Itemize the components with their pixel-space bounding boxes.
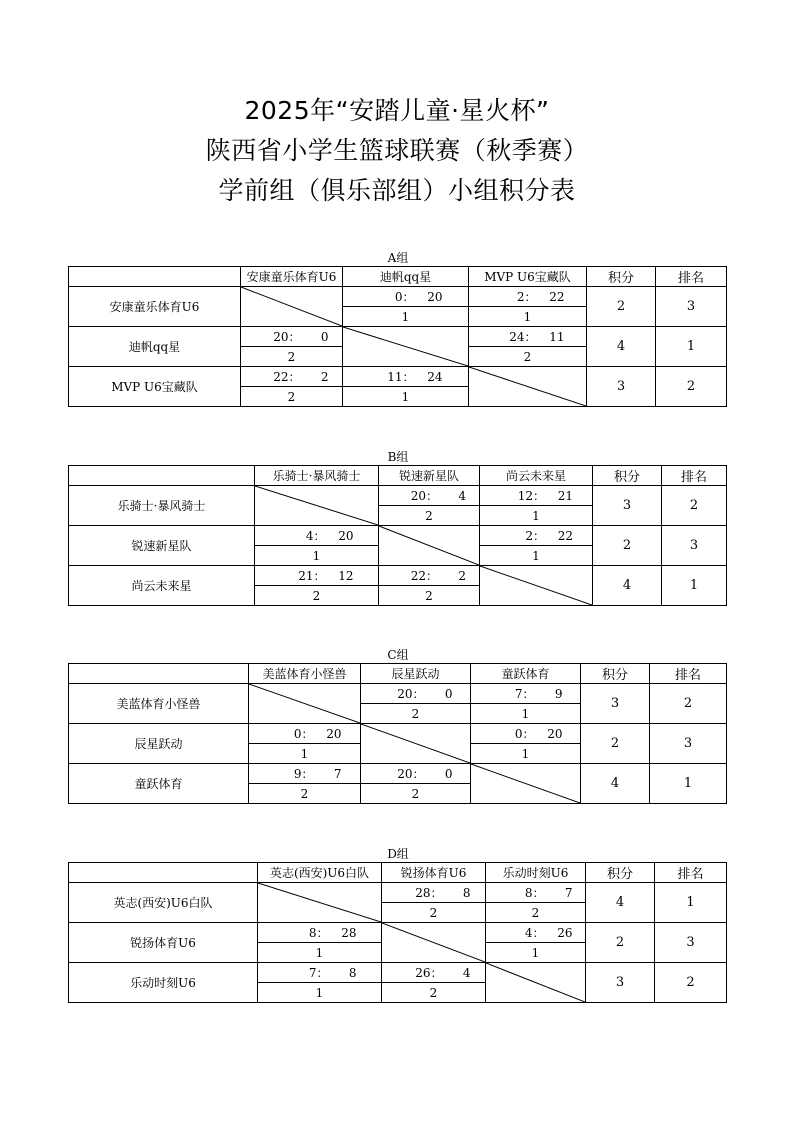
- match-points-cell: 1: [249, 744, 361, 764]
- score-separator: ：: [412, 767, 425, 781]
- title-line-1: 2025年“安踏儿童·星火杯”: [244, 96, 550, 125]
- score-separator: ：: [533, 489, 546, 503]
- rank-cell: 3: [656, 287, 727, 327]
- score-separator: ：: [532, 926, 545, 940]
- score-separator: ：: [412, 687, 425, 701]
- match-points-cell: 1: [343, 307, 469, 327]
- match-points-cell: 1: [480, 506, 593, 526]
- team-row: [69, 684, 727, 704]
- header-blank-cell: [69, 267, 241, 287]
- row-team-name: 美蓝体育小怪兽: [69, 684, 249, 724]
- score-separator: ：: [522, 727, 535, 741]
- score-separator: ：: [430, 966, 443, 980]
- rank-header: 排名: [662, 466, 727, 486]
- self-match-diagonal-cell: [241, 287, 343, 327]
- match-score-cell: [486, 883, 586, 903]
- match-score-cell: [249, 764, 361, 784]
- rank-cell: 2: [650, 684, 727, 724]
- column-team-header: 锐扬体育U6: [382, 863, 486, 883]
- diagonal-line: [469, 367, 586, 406]
- match-points-cell: 1: [480, 546, 593, 566]
- self-match-diagonal-cell: [486, 963, 586, 1003]
- match-score-cell: [343, 367, 469, 387]
- column-team-header: 乐动时刻U6: [486, 863, 586, 883]
- row-team-name: 辰星跃动: [69, 724, 249, 764]
- score-separator: ：: [522, 687, 535, 701]
- score-for: 9: [293, 767, 302, 781]
- match-score-cell: [471, 684, 581, 704]
- points-header: 积分: [593, 466, 662, 486]
- score-for: 20: [273, 330, 289, 344]
- total-points-cell: 4: [581, 764, 650, 804]
- column-team-header: 辰星跃动: [361, 664, 471, 684]
- diagonal-line: [486, 963, 585, 1002]
- column-team-header: 锐速新星队: [379, 466, 480, 486]
- score-separator: ：: [402, 370, 415, 384]
- score-for: 4: [305, 529, 314, 543]
- row-team-name: 英志(西安)U6白队: [69, 883, 258, 923]
- column-team-header: 英志(西安)U6白队: [258, 863, 382, 883]
- header-blank-cell: [69, 466, 255, 486]
- row-team-name: 童跃体育: [69, 764, 249, 804]
- score-for: 7: [308, 966, 317, 980]
- score-against: 20: [338, 529, 354, 543]
- score-against: 21: [557, 489, 573, 503]
- total-points-cell: 3: [581, 684, 650, 724]
- header-blank-cell: [69, 664, 249, 684]
- rank-cell: 2: [655, 963, 727, 1003]
- rank-header: 排名: [650, 664, 727, 684]
- rank-header: 排名: [656, 267, 727, 287]
- score-against: 4: [458, 489, 466, 503]
- header-row: [69, 466, 727, 486]
- group-label: C组: [387, 648, 409, 662]
- self-match-diagonal-cell: [382, 923, 486, 963]
- match-points-cell: 2: [361, 784, 471, 804]
- total-points-cell: 2: [587, 287, 656, 327]
- diagonal-line: [382, 923, 485, 962]
- match-score-cell: [480, 486, 593, 506]
- row-team-name: 锐速新星队: [69, 526, 255, 566]
- match-points-cell: 2: [382, 983, 486, 1003]
- match-points-cell: 2: [469, 347, 587, 367]
- group-section: [68, 449, 726, 606]
- team-row: [69, 764, 727, 784]
- total-points-cell: 3: [586, 963, 655, 1003]
- match-score-cell: [361, 684, 471, 704]
- match-score-cell: [471, 724, 581, 744]
- score-against: 28: [341, 926, 357, 940]
- score-against: 9: [554, 687, 563, 701]
- team-row: [69, 526, 727, 546]
- score-against: 20: [427, 290, 443, 304]
- row-team-name: 乐动时刻U6: [69, 963, 258, 1003]
- match-score-cell: [480, 526, 593, 546]
- score-for: 0: [514, 727, 523, 741]
- match-points-cell: 2: [486, 903, 586, 923]
- score-against: 22: [557, 529, 573, 543]
- team-row: [69, 963, 727, 983]
- rank-cell: 3: [655, 923, 727, 963]
- score-against: 26: [557, 926, 573, 940]
- score-separator: ：: [426, 569, 439, 583]
- score-separator: ：: [524, 290, 537, 304]
- rank-cell: 1: [656, 327, 727, 367]
- total-points-cell: 3: [593, 486, 662, 526]
- diagonal-line: [471, 764, 580, 803]
- match-score-cell: [361, 764, 471, 784]
- match-points-cell: 1: [471, 704, 581, 724]
- total-points-cell: 3: [587, 367, 656, 407]
- score-separator: ：: [316, 966, 329, 980]
- match-points-cell: 2: [241, 387, 343, 407]
- self-match-diagonal-cell: [480, 566, 593, 606]
- self-match-diagonal-cell: [379, 526, 480, 566]
- row-team-name: 安康童乐体育U6: [69, 287, 241, 327]
- title-line-2: 陕西省小学生篮球联赛（秋季赛）: [205, 136, 589, 165]
- diagonal-line: [241, 287, 342, 326]
- score-separator: ：: [313, 529, 326, 543]
- match-score-cell: [382, 963, 486, 983]
- total-points-cell: 2: [586, 923, 655, 963]
- column-team-header: 乐骑士·暴风骑士: [255, 466, 379, 486]
- score-separator: ：: [532, 886, 545, 900]
- points-header: 积分: [581, 664, 650, 684]
- diagonal-line: [258, 883, 381, 922]
- score-separator: ：: [313, 569, 326, 583]
- match-points-cell: 1: [255, 546, 379, 566]
- rank-cell: 2: [662, 486, 727, 526]
- diagonal-line: [361, 724, 470, 763]
- match-points-cell: 1: [343, 387, 469, 407]
- score-separator: ：: [316, 926, 329, 940]
- self-match-diagonal-cell: [258, 883, 382, 923]
- score-against: 2: [320, 370, 329, 384]
- match-score-cell: [382, 883, 486, 903]
- score-against: 7: [333, 767, 342, 781]
- column-team-header: 美蓝体育小怪兽: [249, 664, 361, 684]
- total-points-cell: 2: [581, 724, 650, 764]
- match-score-cell: [241, 327, 343, 347]
- score-against: 2: [458, 569, 466, 583]
- row-team-name: 乐骑士·暴风骑士: [69, 486, 255, 526]
- group-label: D组: [387, 847, 409, 861]
- diagonal-line: [379, 526, 479, 565]
- match-score-cell: [486, 923, 586, 943]
- score-for: 20: [397, 687, 413, 701]
- score-against: 11: [549, 330, 565, 344]
- match-points-cell: 1: [471, 744, 581, 764]
- score-against: 20: [547, 727, 563, 741]
- self-match-diagonal-cell: [471, 764, 581, 804]
- match-points-cell: 2: [241, 347, 343, 367]
- total-points-cell: 4: [586, 883, 655, 923]
- group-label: B组: [387, 450, 409, 464]
- score-for: 24: [509, 330, 525, 344]
- team-row: [69, 327, 727, 347]
- diagonal-line: [249, 684, 360, 723]
- match-score-cell: [379, 486, 480, 506]
- score-for: 20: [397, 767, 413, 781]
- points-header: 积分: [587, 267, 656, 287]
- score-for: 11: [387, 370, 403, 384]
- team-row: [69, 724, 727, 744]
- group-section: [68, 250, 726, 407]
- score-for: 22: [273, 370, 289, 384]
- match-score-cell: [249, 724, 361, 744]
- team-row: [69, 566, 727, 586]
- match-score-cell: [258, 963, 382, 983]
- score-for: 8: [524, 886, 533, 900]
- team-row: [69, 287, 727, 307]
- score-for: 20: [410, 489, 426, 503]
- score-for: 22: [410, 569, 426, 583]
- match-points-cell: 1: [258, 943, 382, 963]
- score-for: 26: [415, 966, 431, 980]
- group-label: A组: [387, 251, 409, 265]
- team-row: [69, 923, 727, 943]
- group-score-table: [68, 465, 727, 606]
- score-separator: ：: [301, 767, 314, 781]
- match-points-cell: 2: [379, 586, 480, 606]
- diagonal-line: [343, 327, 468, 366]
- diagonal-line: [255, 486, 378, 525]
- match-score-cell: [343, 287, 469, 307]
- match-points-cell: 2: [382, 903, 486, 923]
- group-section: [68, 846, 726, 1003]
- team-row: [69, 486, 727, 506]
- header-row: [69, 267, 727, 287]
- self-match-diagonal-cell: [249, 684, 361, 724]
- match-score-cell: [379, 566, 480, 586]
- team-row: [69, 883, 727, 903]
- score-for: 21: [298, 569, 314, 583]
- total-points-cell: 4: [587, 327, 656, 367]
- score-separator: ：: [524, 330, 537, 344]
- group-section: [68, 647, 726, 804]
- score-against: 7: [564, 886, 573, 900]
- score-for: 0: [394, 290, 403, 304]
- header-blank-cell: [69, 863, 258, 883]
- rank-cell: 3: [662, 526, 727, 566]
- score-separator: ：: [402, 290, 415, 304]
- self-match-diagonal-cell: [343, 327, 469, 367]
- score-against: 20: [326, 727, 342, 741]
- match-score-cell: [469, 287, 587, 307]
- rank-cell: 3: [650, 724, 727, 764]
- match-points-cell: 1: [469, 307, 587, 327]
- match-points-cell: 2: [255, 586, 379, 606]
- team-row: [69, 367, 727, 387]
- header-row: [69, 863, 727, 883]
- score-against: 8: [348, 966, 357, 980]
- score-for: 12: [517, 489, 533, 503]
- score-separator: ：: [430, 886, 443, 900]
- self-match-diagonal-cell: [361, 724, 471, 764]
- self-match-diagonal-cell: [469, 367, 587, 407]
- score-against: 22: [549, 290, 565, 304]
- total-points-cell: 4: [593, 566, 662, 606]
- diagonal-line: [480, 566, 592, 605]
- score-against: 24: [427, 370, 443, 384]
- score-against: 0: [320, 330, 329, 344]
- score-separator: ：: [301, 727, 314, 741]
- column-team-header: 迪帆qq星: [343, 267, 469, 287]
- score-for: 2: [516, 290, 525, 304]
- match-score-cell: [241, 367, 343, 387]
- score-for: 28: [415, 886, 431, 900]
- row-team-name: 迪帆qq星: [69, 327, 241, 367]
- title-line-3: 学前组（俱乐部组）小组积分表: [218, 176, 576, 205]
- rank-cell: 2: [656, 367, 727, 407]
- header-row: [69, 664, 727, 684]
- score-against: 0: [444, 687, 453, 701]
- match-points-cell: 2: [379, 506, 480, 526]
- score-for: 7: [514, 687, 523, 701]
- score-against: 12: [338, 569, 354, 583]
- score-against: 4: [462, 966, 471, 980]
- column-team-header: 安康童乐体育U6: [241, 267, 343, 287]
- score-for: 0: [293, 727, 302, 741]
- match-score-cell: [255, 566, 379, 586]
- rank-cell: 1: [662, 566, 727, 606]
- rank-header: 排名: [655, 863, 727, 883]
- total-points-cell: 2: [593, 526, 662, 566]
- self-match-diagonal-cell: [255, 486, 379, 526]
- column-team-header: 尚云未来星: [480, 466, 593, 486]
- row-team-name: 尚云未来星: [69, 566, 255, 606]
- group-score-table: [68, 266, 727, 407]
- rank-cell: 1: [650, 764, 727, 804]
- match-points-cell: 1: [258, 983, 382, 1003]
- score-for: 2: [525, 529, 533, 543]
- score-for: 8: [308, 926, 317, 940]
- match-points-cell: 1: [486, 943, 586, 963]
- match-score-cell: [258, 923, 382, 943]
- score-against: 0: [444, 767, 453, 781]
- group-score-table: [68, 663, 727, 804]
- column-team-header: 童跃体育: [471, 664, 581, 684]
- match-score-cell: [469, 327, 587, 347]
- column-team-header: MVP U6宝藏队: [469, 267, 587, 287]
- match-points-cell: 2: [361, 704, 471, 724]
- score-separator: ：: [426, 489, 439, 503]
- score-separator: ：: [533, 529, 546, 543]
- row-team-name: 锐扬体育U6: [69, 923, 258, 963]
- score-separator: ：: [288, 330, 301, 344]
- points-header: 积分: [586, 863, 655, 883]
- rank-cell: 1: [655, 883, 727, 923]
- score-against: 8: [462, 886, 471, 900]
- score-for: 4: [524, 926, 533, 940]
- match-score-cell: [255, 526, 379, 546]
- match-points-cell: 2: [249, 784, 361, 804]
- group-score-table: [68, 862, 727, 1003]
- row-team-name: MVP U6宝藏队: [69, 367, 241, 407]
- score-separator: ：: [288, 370, 301, 384]
